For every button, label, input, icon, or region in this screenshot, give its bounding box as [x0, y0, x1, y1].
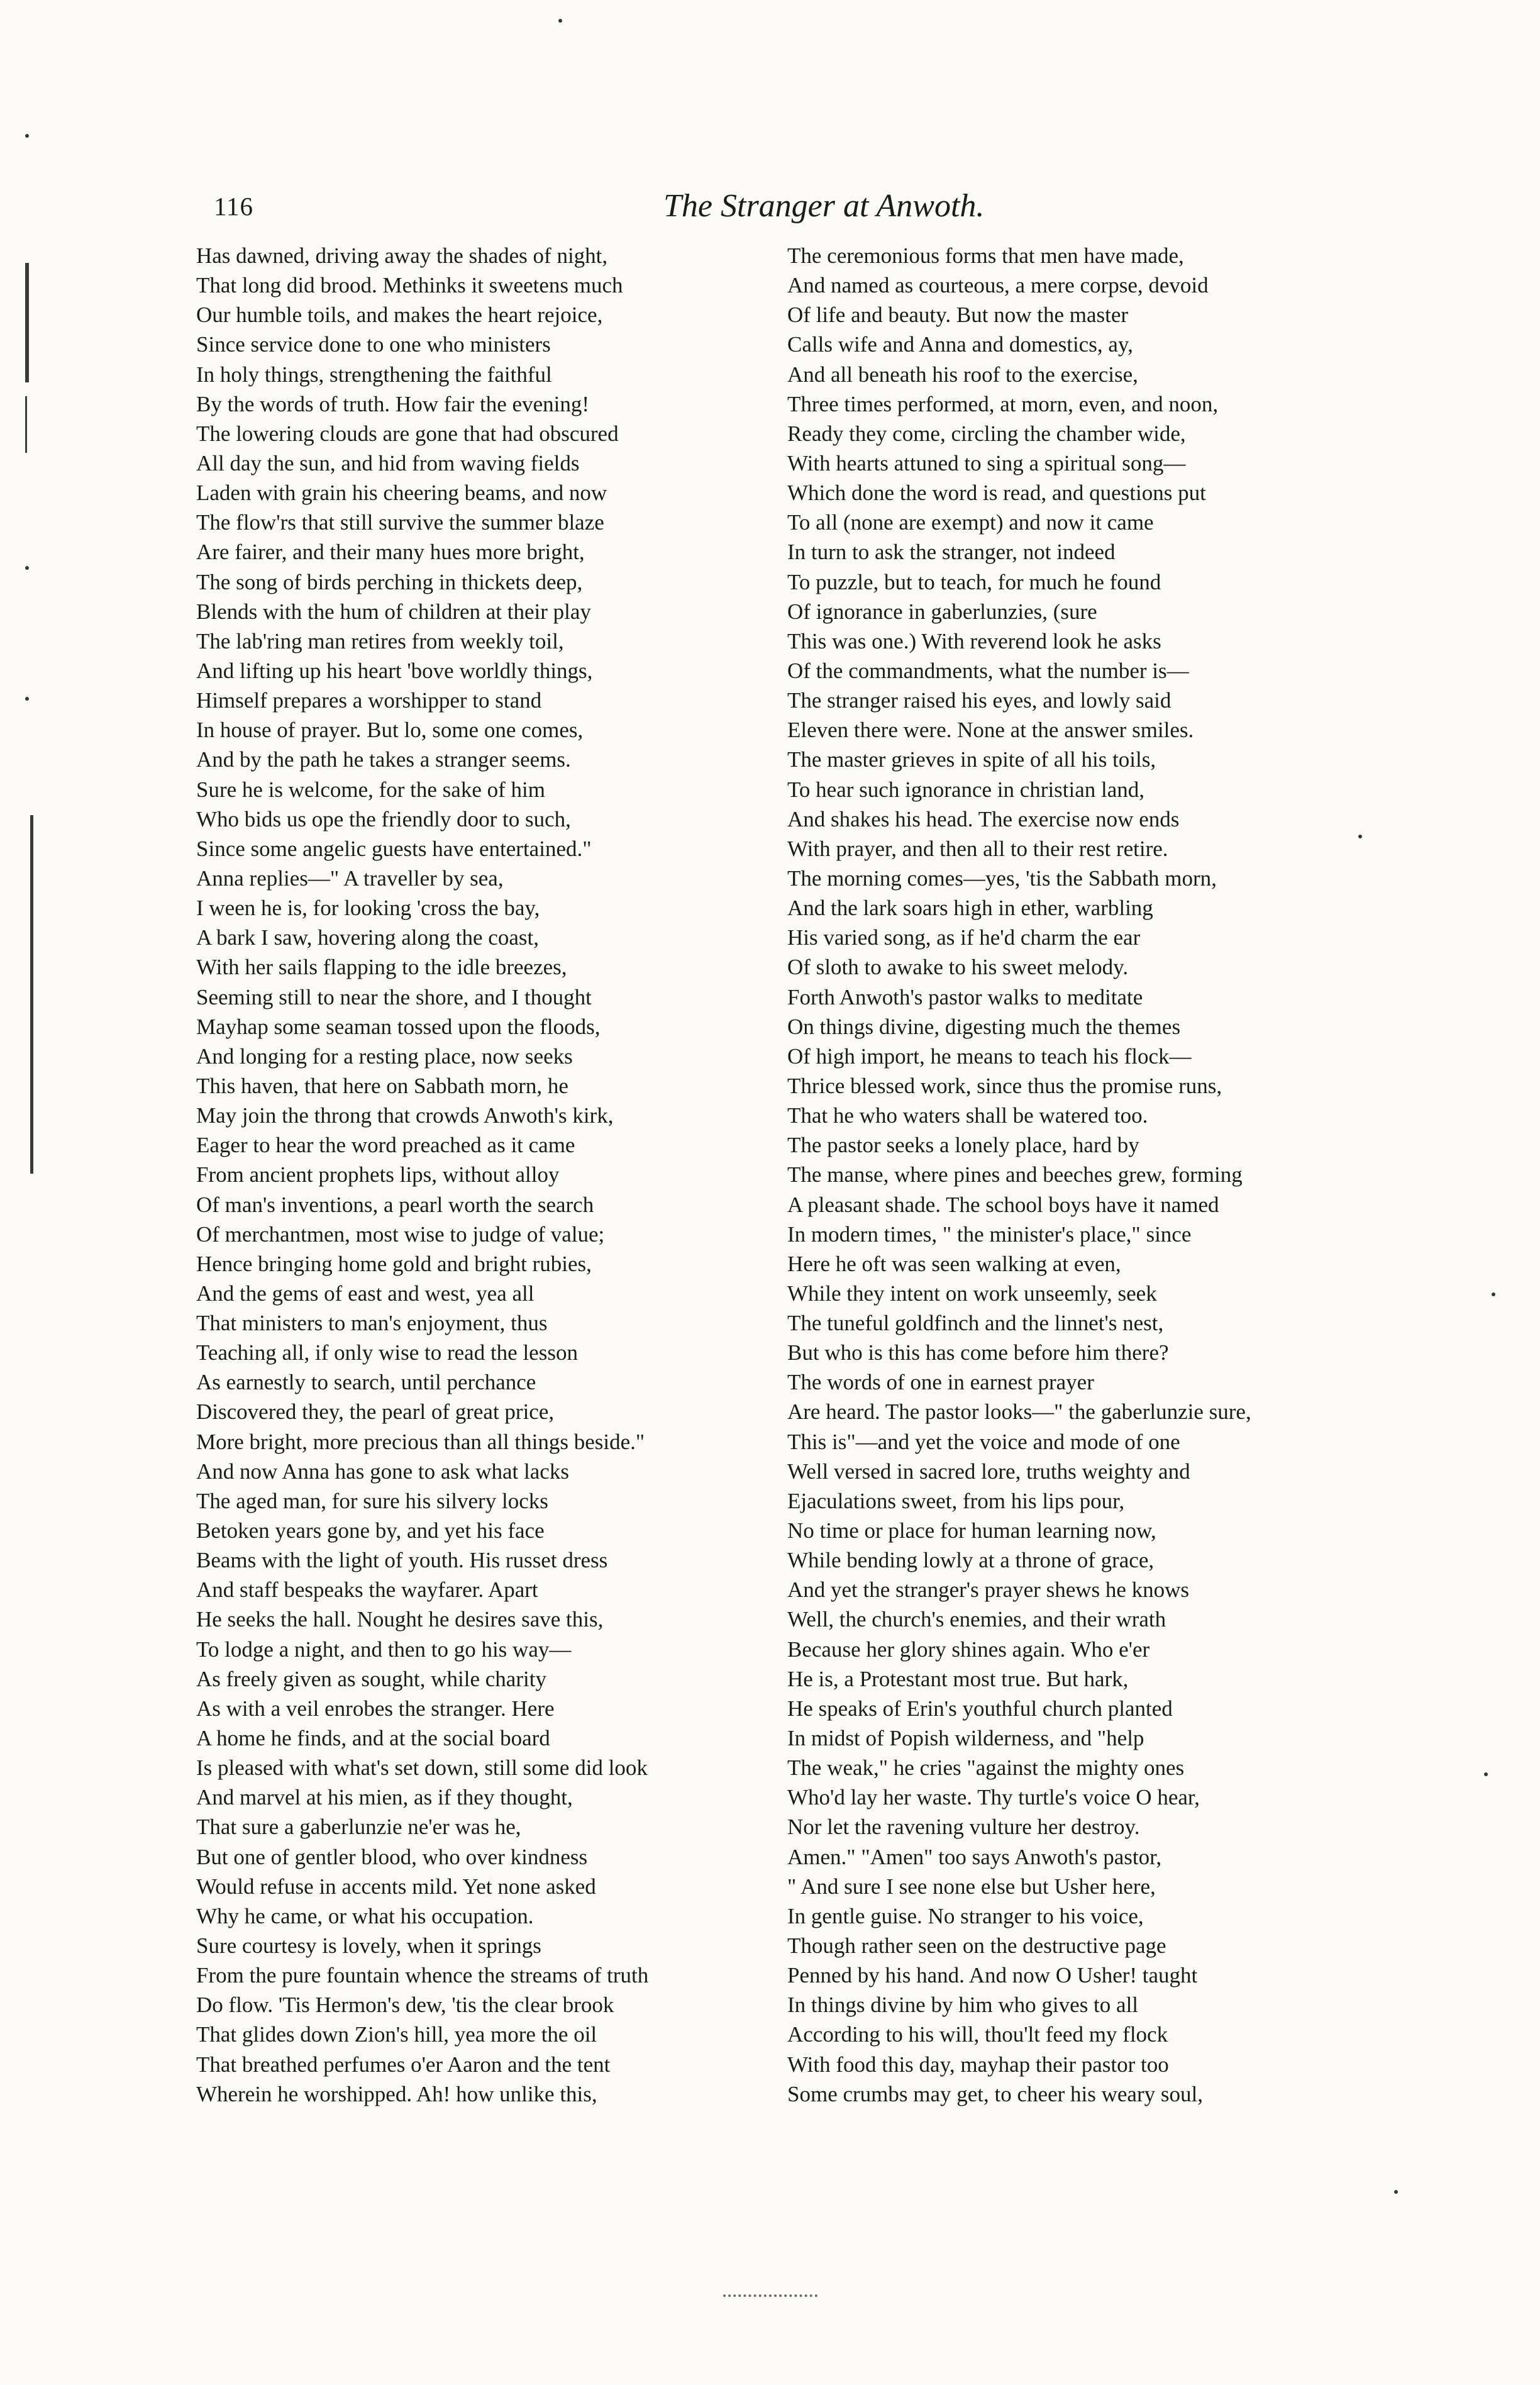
- verse-line: Of high import, he means to teach his flock—: [787, 1043, 1192, 1069]
- verse-line: Wherein he worshipped. Ah! how unlike this,: [196, 2081, 597, 2106]
- verse-line: The lab'ring man retires from weekly toil,: [196, 628, 564, 653]
- verse-line: Sure courtesy is lovely, when it springs: [196, 1933, 541, 1959]
- verse-line: The lowering clouds are gone that had obscured: [196, 421, 619, 446]
- verse-line: In gentle guise. No stranger to his voice,: [787, 1903, 1144, 1928]
- verse-line: The pastor seeks a lonely place, hard by: [787, 1133, 1139, 1158]
- verse-line: Some crumbs may get, to cheer his weary soul,: [787, 2081, 1203, 2106]
- verse-line: Penned by his hand. And now O Usher! taught: [787, 1963, 1198, 1988]
- verse-line: By the words of truth. How fair the evening!: [196, 391, 589, 416]
- verse-line: More bright, more precious than all things beside.": [196, 1429, 645, 1454]
- verse-line: And named as courteous, a mere corpse, devoid: [787, 273, 1209, 298]
- verse-line: As with a veil enrobes the stranger. Here: [196, 1696, 555, 1721]
- verse-line: Sure he is welcome, for the sake of him: [196, 777, 545, 802]
- verse-line: Has dawned, driving away the shades of night,: [196, 243, 608, 268]
- verse-line: Ready they come, circling the chamber wide,: [787, 421, 1186, 446]
- verse-line: The song of birds perching in thickets deep,: [196, 569, 583, 594]
- verse-line: Eleven there were. None at the answer smiles.: [787, 718, 1194, 743]
- verse-line: He seeks the hall. Nought he desires save this,: [196, 1607, 604, 1632]
- verse-line: Discovered they, the pearl of great price,: [196, 1399, 555, 1425]
- verse-line: This haven, that here on Sabbath morn, he: [196, 1073, 568, 1098]
- verse-line: Well, the church's enemies, and their wrath: [787, 1607, 1166, 1632]
- verse-line: To lodge a night, and then to go his way—: [196, 1637, 572, 1662]
- verse-line: As earnestly to search, until perchance: [196, 1370, 536, 1395]
- verse-line: From the pure fountain whence the streams of truth: [196, 1963, 649, 1988]
- verse-line: Eager to hear the word preached as it came: [196, 1133, 575, 1158]
- scan-speck: [1492, 1293, 1495, 1296]
- verse-line: That he who waters shall be watered too.: [787, 1103, 1148, 1128]
- scan-speck: [25, 697, 29, 701]
- verse-line: To hear such ignorance in christian land,: [787, 777, 1145, 802]
- verse-line: In things divine by him who gives to all: [787, 1993, 1139, 2018]
- verse-line: Of merchantmen, most wise to judge of value;: [196, 1221, 605, 1247]
- verse-line: Anna replies—" A traveller by sea,: [196, 865, 504, 891]
- verse-line: Which done the word is read, and questions put: [787, 481, 1206, 506]
- verse-line: But one of gentler blood, who over kindness: [196, 1844, 588, 1869]
- scan-speck: [25, 566, 29, 570]
- running-title: The Stranger at Anwoth.: [663, 188, 985, 224]
- verse-line: Well versed in sacred lore, truths weighty and: [787, 1459, 1190, 1484]
- verse-line: I ween he is, for looking 'cross the bay,: [196, 896, 540, 921]
- verse-line: Himself prepares a worshipper to stand: [196, 688, 542, 713]
- verse-line: Of sloth to awake to his sweet melody.: [787, 955, 1129, 980]
- margin-mark: [25, 396, 27, 453]
- verse-line: While they intent on work unseemly, seek: [787, 1281, 1157, 1306]
- verse-line: With hearts attuned to sing a spiritual song—: [787, 450, 1186, 475]
- verse-line: This was one.) With reverend look he asks: [787, 628, 1161, 653]
- verse-line: No time or place for human learning now,: [787, 1518, 1156, 1543]
- verse-line: And marvel at his mien, as if they thought,: [196, 1785, 573, 1810]
- verse-line: The manse, where pines and beeches grew, forming: [787, 1162, 1243, 1187]
- verse-line: All day the sun, and hid from waving fields: [196, 450, 580, 475]
- verse-line: And now Anna has gone to ask what lacks: [196, 1459, 569, 1484]
- verse-line: Hence bringing home gold and bright rubies,: [196, 1251, 592, 1276]
- verse-line: According to his will, thou'lt feed my flock: [787, 2022, 1168, 2047]
- verse-line: This is"—and yet the voice and mode of one: [787, 1429, 1180, 1454]
- verse-line: And yet the stranger's prayer shews he knows: [787, 1577, 1190, 1603]
- verse-line: The stranger raised his eyes, and lowly said: [787, 688, 1172, 713]
- verse-line: In midst of Popish wilderness, and "help: [787, 1726, 1144, 1751]
- verse-line: May join the throng that crowds Anwoth's kirk,: [196, 1103, 614, 1128]
- verse-line: Nor let the ravening vulture her destroy.: [787, 1815, 1140, 1840]
- verse-line: Our humble toils, and makes the heart rejoice,: [196, 303, 603, 328]
- verse-line: Of life and beauty. But now the master: [787, 303, 1129, 328]
- verse-line: With her sails flapping to the idle breezes,: [196, 955, 567, 980]
- verse-line: The aged man, for sure his silvery locks: [196, 1488, 548, 1513]
- verse-line: Beams with the light of youth. His russet dress: [196, 1548, 608, 1573]
- verse-line: Blends with the hum of children at their play: [196, 599, 591, 624]
- verse-line: Thrice blessed work, since thus the promise runs,: [787, 1073, 1222, 1098]
- verse-line: But who is this has come before him there?: [787, 1340, 1169, 1365]
- verse-line: A pleasant shade. The school boys have it named: [787, 1192, 1219, 1217]
- verse-line: Is pleased with what's set down, still some did look: [196, 1755, 648, 1781]
- verse-line: His varied song, as if he'd charm the ear: [787, 925, 1141, 950]
- verse-line: Since service done to one who ministers: [196, 332, 551, 357]
- verse-line: That glides down Zion's hill, yea more the oil: [196, 2022, 597, 2047]
- scan-speck: [1358, 835, 1362, 838]
- verse-line: In turn to ask the stranger, not indeed: [787, 540, 1116, 565]
- verse-line: The master grieves in spite of all his toils,: [787, 747, 1156, 772]
- verse-line: The words of one in earnest prayer: [787, 1370, 1094, 1395]
- verse-line: Amen." "Amen" too says Anwoth's pastor,: [787, 1844, 1162, 1869]
- verse-line: Though rather seen on the destructive page: [787, 1933, 1166, 1959]
- footer-smudge: [723, 2294, 817, 2302]
- verse-line: Teaching all, if only wise to read the lesson: [196, 1340, 578, 1365]
- scan-speck: [1394, 2190, 1398, 2194]
- verse-line: The weak," he cries "against the mighty ones: [787, 1755, 1185, 1781]
- scan-speck: [1484, 1772, 1488, 1776]
- verse-line: Why he came, or what his occupation.: [196, 1903, 534, 1928]
- verse-line: With food this day, mayhap their pastor too: [787, 2052, 1169, 2077]
- verse-line: In modern times, " the minister's place," since: [787, 1221, 1192, 1247]
- verse-line: That ministers to man's enjoyment, thus: [196, 1311, 548, 1336]
- verse-line: Are heard. The pastor looks—" the gaberlunzie sure,: [787, 1399, 1251, 1425]
- verse-line: Do flow. 'Tis Hermon's dew, 'tis the clear brook: [196, 1993, 614, 2018]
- verse-line: He speaks of Erin's youthful church planted: [787, 1696, 1173, 1721]
- verse-line: He is, a Protestant most true. But hark,: [787, 1666, 1129, 1691]
- verse-line: Three times performed, at morn, even, and noon,: [787, 391, 1219, 416]
- verse-line: The flow'rs that still survive the summer blaze: [196, 510, 604, 535]
- verse-line: That sure a gaberlunzie ne'er was he,: [196, 1815, 521, 1840]
- verse-line: And staff bespeaks the wayfarer. Apart: [196, 1577, 538, 1603]
- left-column: [196, 241, 762, 2109]
- verse-line: Because her glory shines again. Who e'er: [787, 1637, 1150, 1662]
- verse-line: Laden with grain his cheering beams, and now: [196, 481, 607, 506]
- verse-line: The tuneful goldfinch and the linnet's nest,: [787, 1311, 1164, 1336]
- verse-line: And shakes his head. The exercise now ends: [787, 806, 1180, 831]
- verse-line: Of ignorance in gaberlunzies, (sure: [787, 599, 1097, 624]
- verse-line: And lifting up his heart 'bove worldly things,: [196, 658, 593, 683]
- verse-line: Since some angelic guests have entertained.": [196, 836, 592, 861]
- scan-speck: [25, 134, 29, 138]
- verse-line: Forth Anwoth's pastor walks to meditate: [787, 984, 1143, 1009]
- verse-line: And the gems of east and west, yea all: [196, 1281, 535, 1306]
- verse-line: And all beneath his roof to the exercise,: [787, 362, 1138, 387]
- verse-line: In holy things, strengthening the faithful: [196, 362, 552, 387]
- margin-mark: [25, 263, 29, 382]
- verse-line: Are fairer, and their many hues more bright,: [196, 540, 585, 565]
- verse-line: Seeming still to near the shore, and I thought: [196, 984, 592, 1009]
- verse-line: Ejaculations sweet, from his lips pour,: [787, 1488, 1125, 1513]
- verse-line: Calls wife and Anna and domestics, ay,: [787, 332, 1133, 357]
- verse-line: And longing for a resting place, now seeks: [196, 1043, 573, 1069]
- verse-line: With prayer, and then all to their rest retire.: [787, 836, 1168, 861]
- verse-line: On things divine, digesting much the themes: [787, 1014, 1181, 1039]
- verse-line: While bending lowly at a throne of grace,: [787, 1548, 1155, 1573]
- page-number: 116: [214, 192, 253, 221]
- verse-line: Of the commandments, what the number is—: [787, 658, 1189, 683]
- verse-line: To puzzle, but to teach, for much he found: [787, 569, 1161, 594]
- verse-line: Betoken years gone by, and yet his face: [196, 1518, 545, 1543]
- verse-line: The ceremonious forms that men have made,: [787, 243, 1184, 268]
- verse-line: And the lark soars high in ether, warbling: [787, 896, 1153, 921]
- verse-line: From ancient prophets lips, without alloy: [196, 1162, 560, 1187]
- verse-line: Of man's inventions, a pearl worth the search: [196, 1192, 594, 1217]
- verse-line: Who bids us ope the friendly door to such,: [196, 806, 571, 831]
- verse-line: Mayhap some seaman tossed upon the floods,: [196, 1014, 601, 1039]
- verse-line: Here he oft was seen walking at even,: [787, 1251, 1121, 1276]
- verse-line: The morning comes—yes, 'tis the Sabbath morn,: [787, 865, 1217, 891]
- verse-line: To all (none are exempt) and now it came: [787, 510, 1154, 535]
- verse-line: That breathed perfumes o'er Aaron and the tent: [196, 2052, 611, 2077]
- verse-line: In house of prayer. But lo, some one comes,: [196, 718, 584, 743]
- verse-line: Would refuse in accents mild. Yet none asked: [196, 1874, 596, 1899]
- scan-speck: [558, 19, 562, 23]
- verse-line: A bark I saw, hovering along the coast,: [196, 925, 539, 950]
- margin-mark: [30, 815, 33, 1174]
- verse-line: A home he finds, and at the social board: [196, 1726, 550, 1751]
- verse-line: " And sure I see none else but Usher here,: [787, 1874, 1156, 1899]
- verse-line: That long did brood. Methinks it sweetens much: [196, 273, 623, 298]
- right-column: [787, 241, 1353, 2109]
- verse-line: And by the path he takes a stranger seems.: [196, 747, 571, 772]
- verse-line: As freely given as sought, while charity: [196, 1666, 546, 1691]
- verse-line: Who'd lay her waste. Thy turtle's voice O hear,: [787, 1785, 1200, 1810]
